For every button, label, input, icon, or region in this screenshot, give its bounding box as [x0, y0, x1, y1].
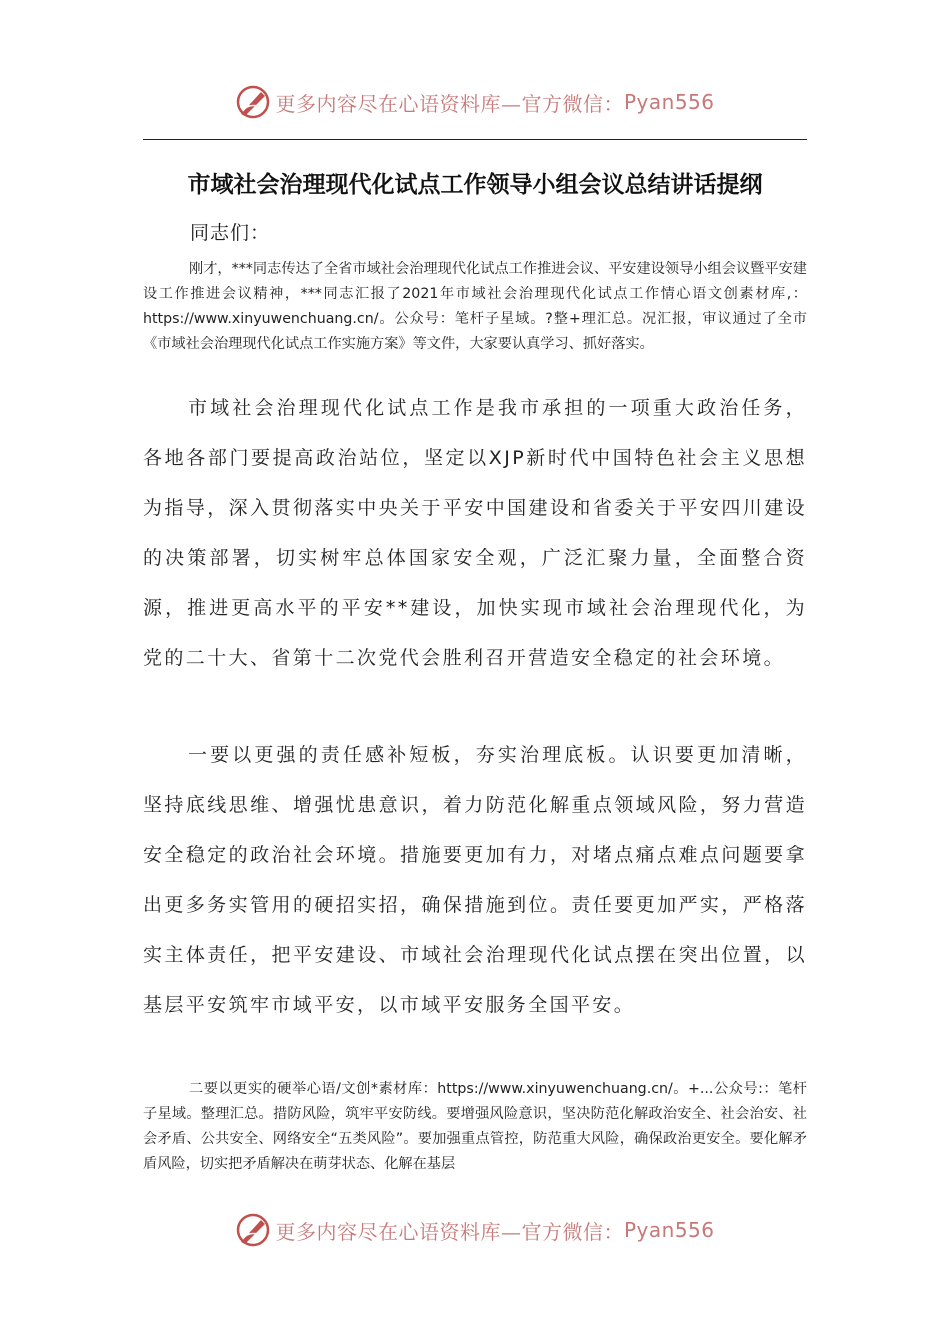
header-divider	[143, 139, 807, 140]
banner-text: 更多内容尽在心语资料库—官方微信：	[275, 91, 624, 116]
paragraph-2: 市域社会治理现代化试点工作是我市承担的一项重大政治任务，各地各部门要提高政治站位，坚定以XJP新时代中国特色社会主义思想为指导，深入贯彻落实中央关于平安中国建设和省委关于平安四川建设的决策部署，切实树牢总体国家安全观，广泛汇聚力量，全面整合资源，推进更高水平的平安**建设，加快实现市域社会治理现代化，为党的二十大、省第十二次党代会胜利召开营造安全稳定的社会环境。	[143, 397, 807, 669]
banner-wechat-id: Pyan556	[623, 90, 715, 114]
salutation: 同志们：	[190, 222, 271, 244]
footer-banner	[0, 1210, 950, 1250]
paragraph-3: 一要以更强的责任感补短板，夯实治理底板。认识要更加清晰，坚持底线思维、增强忧患意识，着力防范化解重点领域风险，努力营造安全稳定的政治社会环境。措施要更加有力，对堵点痛点难点问题要拿出更多务实管用的硬招实招，确保措施到位。责任要更加严实，严格落实主体责任，把平安建设、市域社会治理现代化试点摆在突出位置，以基层平安筑牢市域平安，以市域平安服务全国平安。	[143, 744, 807, 1016]
pen-logo-icon	[235, 84, 271, 120]
banner-wechat-id: Pyan556	[623, 1218, 715, 1242]
header-banner	[0, 82, 950, 122]
pen-logo-icon	[235, 1212, 271, 1248]
document-title: 市域社会治理现代化试点工作领导小组会议总结讲话提纲	[187, 172, 763, 198]
banner-text: 更多内容尽在心语资料库—官方微信：	[275, 1219, 624, 1244]
paragraph-4: 二要以更实的硬举心语/文创*素材库：https://www.xinyuwenchuang.cn/。+...公众号:：笔杆子星域。整理汇总。措防风险，筑牢平安防线。要增强风险意识，坚决防范化解政治安全、社会治安、社会矛盾、公共安全、网络安全“五类风险”。要加强重点管控，防范重大风险，确保政治更安全。要化解矛盾风险，切实把矛盾解决在萌芽状态、化解在基层	[143, 1081, 807, 1172]
paragraph-1: 刚才，***同志传达了全省市域社会治理现代化试点工作推进会议、平安建设领导小组会议暨平安建设工作推进会议精神，***同志汇报了2021年市域社会治理现代化试点工作情心语文创素材库,：https://www.xinyuwenchuang.cn/。公众号：笔杆子星域。?整+理汇总。况汇报，审议通过了全市《市域社会治理现代化试点工作实施方案》等文件，大家要认真学习、抓好落实。	[143, 261, 807, 352]
